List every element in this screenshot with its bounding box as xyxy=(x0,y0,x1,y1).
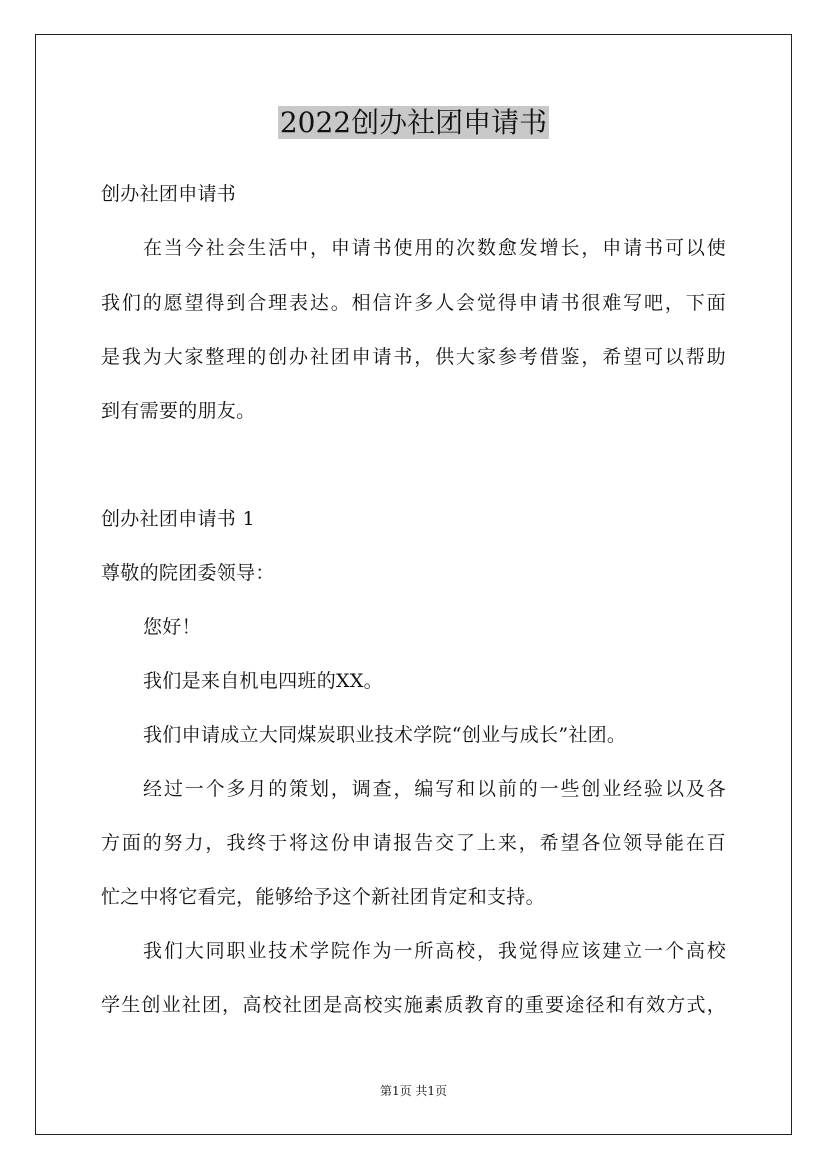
intro-line-2: 我们的愿望得到合理表达。相信许多人会觉得申请书很难写吧，下面 xyxy=(101,292,726,314)
paragraph-3-line-2: 方面的努力，我终于将这份申请报告交了上来，希望各位领导能在百 xyxy=(101,832,726,854)
greeting: 您好！ xyxy=(143,616,201,638)
intro-line-4: 到有需要的朋友。 xyxy=(101,400,256,422)
document-title: 2022创办社团申请书 xyxy=(279,106,548,139)
paragraph-1: 我们是来自机电四班的XX。 xyxy=(143,670,383,692)
subheading: 创办社团申请书 xyxy=(101,183,237,205)
intro-line-3: 是我为大家整理的创办社团申请书，供大家参考借鉴，希望可以帮助 xyxy=(101,346,726,368)
paragraph-4-line-1: 我们大同职业技术学院作为一所高校，我觉得应该建立一个高校 xyxy=(143,940,726,962)
paragraph-3-line-3: 忙之中将它看完，能够给予这个新社团肯定和支持。 xyxy=(101,886,545,908)
paragraph-2: 我们申请成立大同煤炭职业技术学院“创业与成长”社团。 xyxy=(143,724,627,746)
page-footer: 第1页 共1页 xyxy=(379,1084,448,1098)
paragraph-4-line-2: 学生创业社团，高校社团是高校实施素质教育的重要途径和有效方式， xyxy=(101,994,726,1016)
section-title: 创办社团申请书 1 xyxy=(101,508,255,530)
salutation: 尊敬的院团委领导： xyxy=(101,562,275,584)
paragraph-3-line-1: 经过一个多月的策划，调查，编写和以前的一些创业经验以及各 xyxy=(143,778,726,800)
intro-line-1: 在当今社会生活中，申请书使用的次数愈发增长，申请书可以使 xyxy=(143,237,726,259)
